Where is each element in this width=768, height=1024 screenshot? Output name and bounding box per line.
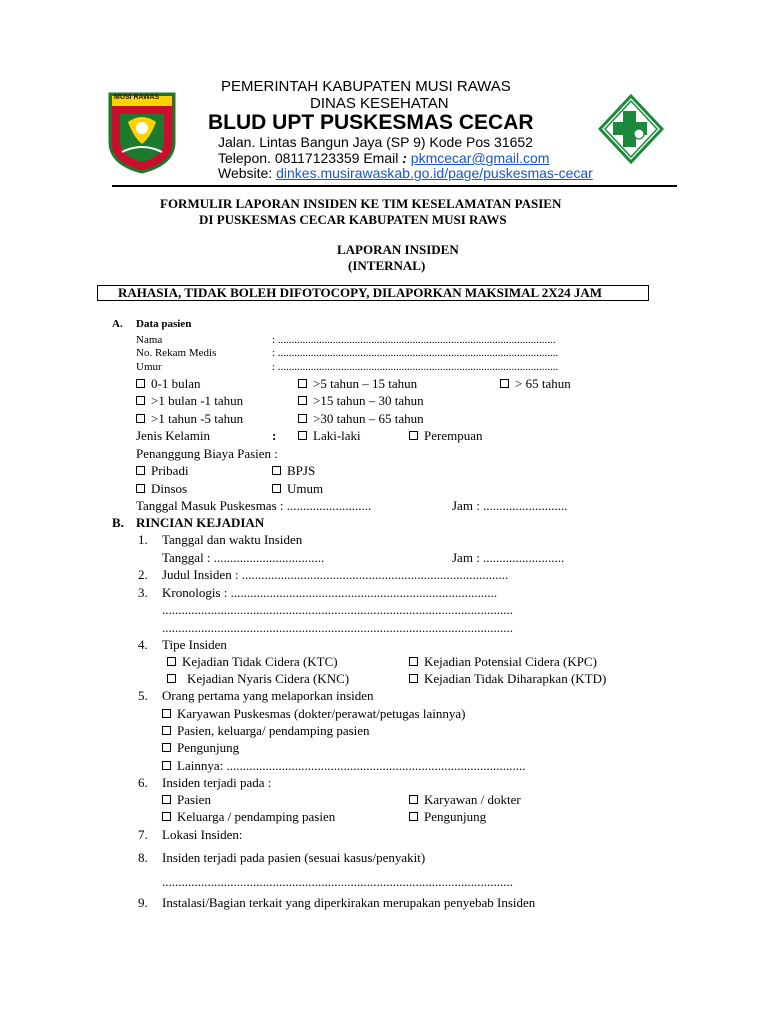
kronologis-field[interactable]: Kronologis : .................................................................................. <box>162 585 498 600</box>
option-label: BPJS <box>287 463 316 478</box>
checkbox-icon <box>162 726 171 735</box>
option-label: Perempuan <box>424 428 483 443</box>
jam-insiden-field[interactable]: Jam : ......................... <box>452 550 565 565</box>
header-line1: PEMERINTAH KABUPATEN MUSI RAWAS <box>221 78 511 95</box>
age-option[interactable] <box>136 393 243 409</box>
item-label: Instalasi/Bagian terkait yang diperkirakan merupakan penyebab Insiden <box>162 895 536 910</box>
payer-option[interactable] <box>272 481 323 497</box>
checkbox-icon <box>409 431 418 440</box>
item-number: 6. <box>138 775 148 790</box>
kronologis-line[interactable]: ............................................................................................................ <box>162 602 513 617</box>
pada-option[interactable] <box>162 792 211 808</box>
umur-label: Umur <box>136 361 162 373</box>
header-phone <box>218 150 549 166</box>
section-b-letter: B. <box>112 515 124 530</box>
option-label: Laki-laki <box>313 428 361 443</box>
checkbox-icon <box>298 431 307 440</box>
rekam-medis-field[interactable]: : ...................................................................................................... <box>272 347 559 359</box>
rekam-medis-label: No. Rekam Medis <box>136 347 217 359</box>
option-label: >1 tahun -5 tahun <box>151 411 244 426</box>
pelapor-option[interactable] <box>162 723 370 739</box>
checkbox-icon <box>298 396 307 405</box>
option-label: Umum <box>287 481 324 496</box>
age-option[interactable] <box>298 411 424 427</box>
age-option[interactable] <box>298 393 424 409</box>
checkbox-icon <box>167 674 176 683</box>
checkbox-icon <box>167 657 176 666</box>
option-label: 0-1 bulan <box>151 376 201 391</box>
option-label: Lainnya: ............................................................................................ <box>177 758 526 773</box>
header-line2: DINAS KESEHATAN <box>310 95 449 112</box>
option-label: Kejadian Tidak Cidera (KTC) <box>182 654 338 669</box>
payer-option[interactable] <box>136 463 189 479</box>
option-label: Karyawan Puskesmas (dokter/perawat/petugas lainnya) <box>177 706 466 721</box>
item-number: 7. <box>138 827 148 842</box>
option-label: >30 tahun – 65 tahun <box>313 411 424 426</box>
checkbox-icon <box>409 657 418 666</box>
website-link[interactable]: dinkes.musirawaskab.go.id/page/puskesmas-cecar <box>276 165 593 181</box>
kronologis-line[interactable]: ............................................................................................................ <box>162 620 513 635</box>
age-option[interactable] <box>136 376 200 392</box>
confidential-notice: RAHASIA, TIDAK BOLEH DIFOTOCOPY, DILAPORKAN MAKSIMAL 2X24 JAM <box>118 285 603 300</box>
musi-rawas-logo <box>108 92 176 174</box>
tanggal-masuk-field[interactable]: Tanggal Masuk Puskesmas : .......................... <box>136 498 372 513</box>
checkbox-icon <box>136 414 145 423</box>
option-label: Pribadi <box>151 463 189 478</box>
report-subtitle: (INTERNAL) <box>348 258 426 273</box>
checkbox-icon <box>272 466 281 475</box>
option-label: Kejadian Potensial Cidera (KPC) <box>424 654 597 669</box>
tanggal-insiden-field[interactable]: Tanggal : .................................. <box>162 550 325 565</box>
gender-colon: : <box>272 428 277 443</box>
checkbox-icon <box>162 709 171 718</box>
item-number: 1. <box>138 532 148 547</box>
option-label: Pasien <box>177 792 211 807</box>
pada-option[interactable] <box>409 809 486 825</box>
website-label: Website: <box>218 165 273 181</box>
tipe-option[interactable] <box>409 671 606 687</box>
lokasi-insiden-label: Lokasi Insiden: <box>162 827 243 842</box>
checkbox-icon <box>136 396 145 405</box>
umur-field[interactable]: : ...................................................................................................... <box>272 361 559 373</box>
tipe-option[interactable] <box>409 654 597 670</box>
page-title: BLUD UPT PUSKESMAS CECAR <box>208 111 534 134</box>
nama-field[interactable]: : ..................................................................................................... <box>272 334 556 346</box>
item-label: Tanggal dan waktu Insiden <box>162 532 303 547</box>
checkbox-icon <box>272 484 281 493</box>
nama-label: Nama <box>136 334 163 346</box>
gender-option[interactable] <box>298 428 361 444</box>
report-title: LAPORAN INSIDEN <box>337 242 459 257</box>
item-number: 4. <box>138 637 148 652</box>
email-link[interactable]: pkmcecar@gmail.com <box>410 150 550 166</box>
age-option[interactable] <box>136 411 243 427</box>
payer-option[interactable] <box>272 463 315 479</box>
checkbox-icon <box>500 379 509 388</box>
option-label: Pasien, keluarga/ pendamping pasien <box>177 723 370 738</box>
tipe-option[interactable] <box>167 654 338 670</box>
judul-insiden-field[interactable]: Judul Insiden : .................................................................................. <box>162 567 509 582</box>
kasus-field[interactable]: ............................................................................................................ <box>162 874 513 889</box>
checkbox-icon <box>136 484 145 493</box>
age-option[interactable] <box>298 376 417 392</box>
item-number: 2. <box>138 567 148 582</box>
option-label: > 65 tahun <box>515 376 571 391</box>
checkbox-icon <box>162 795 171 804</box>
option-label: Keluarga / pendamping pasien <box>177 809 336 824</box>
age-option[interactable] <box>500 376 571 392</box>
item-label: Orang pertama yang melaporkan insiden <box>162 688 374 703</box>
tipe-option[interactable] <box>167 671 349 687</box>
payer-label: Penanggung Biaya Pasien : <box>136 446 278 461</box>
payer-option[interactable] <box>136 481 187 497</box>
checkbox-icon <box>162 812 171 821</box>
pada-option[interactable] <box>409 792 521 808</box>
gender-option[interactable] <box>409 428 482 444</box>
phone-colon: : <box>402 150 407 166</box>
header-rule <box>112 185 677 187</box>
pada-option[interactable] <box>162 809 335 825</box>
pelapor-option[interactable] <box>162 740 239 756</box>
pelapor-option[interactable] <box>162 706 465 722</box>
checkbox-icon <box>162 743 171 752</box>
item-number: 3. <box>138 585 148 600</box>
puskesmas-logo <box>598 94 664 164</box>
item-label: Tipe Insiden <box>162 637 227 652</box>
checkbox-icon <box>298 414 307 423</box>
pelapor-option[interactable] <box>162 758 525 774</box>
jam-masuk-field[interactable]: Jam : .......................... <box>452 498 568 513</box>
option-label: Karyawan / dokter <box>424 792 521 807</box>
option-label: >1 bulan -1 tahun <box>151 393 244 408</box>
header-website <box>218 165 596 181</box>
checkbox-icon <box>136 466 145 475</box>
logo-text: MUSI RAWAS <box>114 94 160 101</box>
item-number: 9. <box>138 895 148 910</box>
item-label: Insiden terjadi pada : <box>162 775 272 790</box>
checkbox-icon <box>409 674 418 683</box>
item-number: 5. <box>138 688 148 703</box>
option-label: Pengunjung <box>424 809 487 824</box>
option-label: Dinsos <box>151 481 188 496</box>
form-title-2: DI PUSKESMAS CECAR KABUPATEN MUSI RAWS <box>199 212 507 227</box>
phone-text: Telepon. 08117123359 Email <box>218 150 399 166</box>
section-a-title: Data pasien <box>136 318 192 330</box>
section-a-letter: A. <box>112 318 123 330</box>
option-label: >15 tahun – 30 tahun <box>313 393 424 408</box>
gender-label: Jenis Kelamin <box>136 428 211 443</box>
option-label: >5 tahun – 15 tahun <box>313 376 418 391</box>
item-label: Insiden terjadi pada pasien (sesuai kasus/penyakit) <box>162 850 426 865</box>
option-label: Pengunjung <box>177 740 240 755</box>
option-label: Kejadian Nyaris Cidera (KNC) <box>187 671 350 686</box>
checkbox-icon <box>162 761 171 770</box>
header-address: Jalan. Lintas Bangun Jaya (SP 9) Kode Pos 31652 <box>218 134 533 150</box>
checkbox-icon <box>409 812 418 821</box>
item-number: 8. <box>138 850 148 865</box>
checkbox-icon <box>409 795 418 804</box>
option-label: Kejadian Tidak Diharapkan (KTD) <box>424 671 607 686</box>
form-title-1: FORMULIR LAPORAN INSIDEN KE TIM KESELAMATAN PASIEN <box>160 196 562 211</box>
section-b-title: RINCIAN KEJADIAN <box>136 515 265 530</box>
checkbox-icon <box>136 379 145 388</box>
checkbox-icon <box>298 379 307 388</box>
